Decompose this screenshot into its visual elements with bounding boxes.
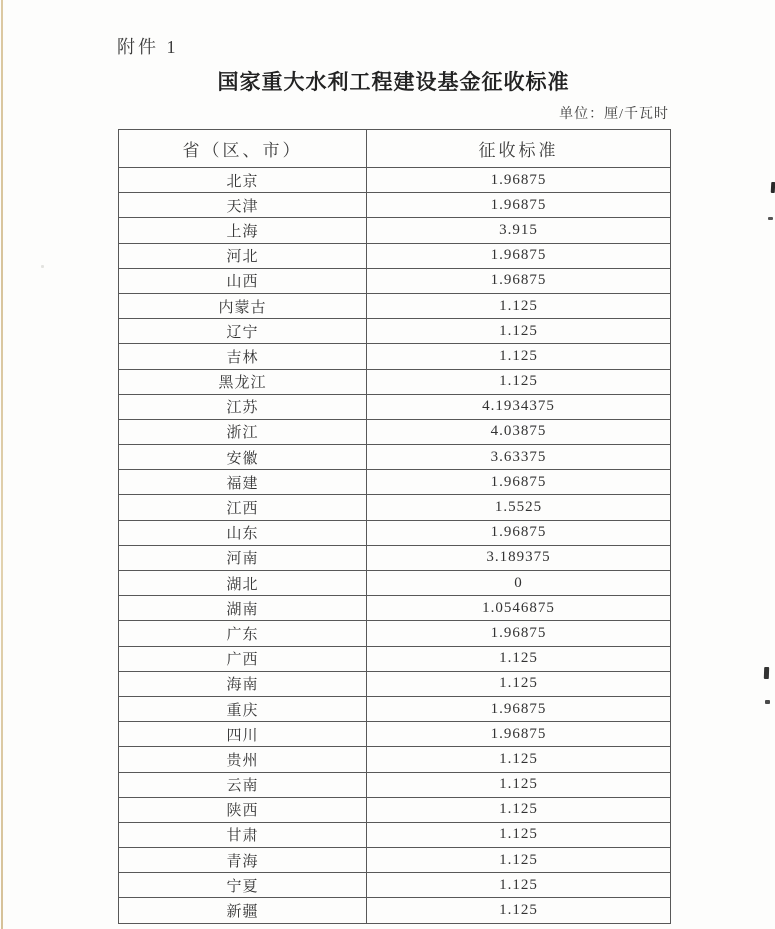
- province-cell: 贵州: [119, 747, 367, 772]
- standard-cell: 3.915: [367, 218, 671, 243]
- table-row: [119, 671, 671, 696]
- standard-cell: 1.125: [367, 797, 671, 822]
- standard-cell: 0: [367, 571, 671, 596]
- province-cell: 四川: [119, 722, 367, 747]
- table-row: [119, 747, 671, 772]
- standard-cell: 1.0546875: [367, 596, 671, 621]
- scan-speck-artifact: [764, 667, 769, 679]
- table-row: [119, 495, 671, 520]
- table-row: [119, 646, 671, 671]
- province-cell: 湖北: [119, 571, 367, 596]
- table-row: [119, 822, 671, 847]
- scan-speck-artifact: [768, 217, 773, 220]
- table-row: [119, 696, 671, 721]
- scan-edge-artifact: [1, 0, 3, 929]
- table-row: [119, 218, 671, 243]
- province-cell: 山西: [119, 268, 367, 293]
- province-cell: 辽宁: [119, 319, 367, 344]
- province-cell: 甘肃: [119, 822, 367, 847]
- standard-cell: 1.125: [367, 344, 671, 369]
- standard-cell: 1.96875: [367, 168, 671, 193]
- standard-cell: 1.125: [367, 747, 671, 772]
- standard-cell: 3.189375: [367, 545, 671, 570]
- scan-speck-artifact: [41, 265, 44, 268]
- table-row: [119, 419, 671, 444]
- province-cell: 浙江: [119, 419, 367, 444]
- province-cell: 重庆: [119, 696, 367, 721]
- fund-standards-table: [118, 129, 671, 924]
- standard-cell: 1.96875: [367, 243, 671, 268]
- document-title: 国家重大水利工程建设基金征收标准: [217, 70, 570, 94]
- standard-cell: 1.125: [367, 898, 671, 923]
- table-row: [119, 898, 671, 923]
- province-cell: 广西: [119, 646, 367, 671]
- province-cell: 内蒙古: [119, 293, 367, 318]
- table-header-row: [119, 130, 671, 168]
- table-row: [119, 571, 671, 596]
- column-header-province: 省（区、市）: [119, 130, 367, 168]
- standard-cell: 1.96875: [367, 520, 671, 545]
- standard-cell: 1.125: [367, 772, 671, 797]
- province-cell: 黑龙江: [119, 369, 367, 394]
- table-row: [119, 772, 671, 797]
- standard-cell: 1.125: [367, 848, 671, 873]
- province-cell: 河南: [119, 545, 367, 570]
- standard-cell: 4.03875: [367, 419, 671, 444]
- province-cell: 安徽: [119, 445, 367, 470]
- table-row: [119, 243, 671, 268]
- standard-cell: 1.96875: [367, 722, 671, 747]
- standard-cell: 1.125: [367, 369, 671, 394]
- province-cell: 青海: [119, 848, 367, 873]
- table-row: [119, 445, 671, 470]
- column-header-standard: 征收标准: [367, 130, 671, 168]
- province-cell: 湖南: [119, 596, 367, 621]
- table-row: [119, 797, 671, 822]
- unit-note: 单位：厘/千瓦时: [559, 107, 669, 122]
- table-row: [119, 596, 671, 621]
- table-row: [119, 168, 671, 193]
- table-row: [119, 520, 671, 545]
- scan-speck-artifact: [771, 182, 775, 193]
- province-cell: 江西: [119, 495, 367, 520]
- table-row: [119, 722, 671, 747]
- province-cell: 宁夏: [119, 873, 367, 898]
- province-cell: 江苏: [119, 394, 367, 419]
- table-row: [119, 873, 671, 898]
- standard-cell: 1.125: [367, 671, 671, 696]
- table-row: [119, 293, 671, 318]
- province-cell: 广东: [119, 621, 367, 646]
- standard-cell: 1.96875: [367, 621, 671, 646]
- table-row: [119, 344, 671, 369]
- standard-cell: 1.125: [367, 319, 671, 344]
- table-row: [119, 545, 671, 570]
- table-row: [119, 319, 671, 344]
- province-cell: 新疆: [119, 898, 367, 923]
- table-row: [119, 470, 671, 495]
- standard-cell: 3.63375: [367, 445, 671, 470]
- table-row: [119, 268, 671, 293]
- standard-cell: 1.96875: [367, 696, 671, 721]
- standard-cell: 1.96875: [367, 470, 671, 495]
- province-cell: 海南: [119, 671, 367, 696]
- standard-cell: 1.125: [367, 646, 671, 671]
- province-cell: 福建: [119, 470, 367, 495]
- standard-cell: 1.96875: [367, 193, 671, 218]
- province-cell: 山东: [119, 520, 367, 545]
- standard-cell: 1.5525: [367, 495, 671, 520]
- province-cell: 云南: [119, 772, 367, 797]
- table-row: [119, 193, 671, 218]
- table-row: [119, 369, 671, 394]
- standard-cell: 1.96875: [367, 268, 671, 293]
- standard-cell: 4.1934375: [367, 394, 671, 419]
- standard-cell: 1.125: [367, 822, 671, 847]
- table-row: [119, 621, 671, 646]
- province-cell: 陕西: [119, 797, 367, 822]
- table-row: [119, 848, 671, 873]
- attachment-label: 附件 1: [117, 37, 179, 57]
- standard-cell: 1.125: [367, 293, 671, 318]
- province-cell: 北京: [119, 168, 367, 193]
- province-cell: 上海: [119, 218, 367, 243]
- province-cell: 吉林: [119, 344, 367, 369]
- table-body: [119, 168, 671, 924]
- table-row: [119, 394, 671, 419]
- province-cell: 天津: [119, 193, 367, 218]
- standard-cell: 1.125: [367, 873, 671, 898]
- province-cell: 河北: [119, 243, 367, 268]
- scan-speck-artifact: [765, 700, 770, 704]
